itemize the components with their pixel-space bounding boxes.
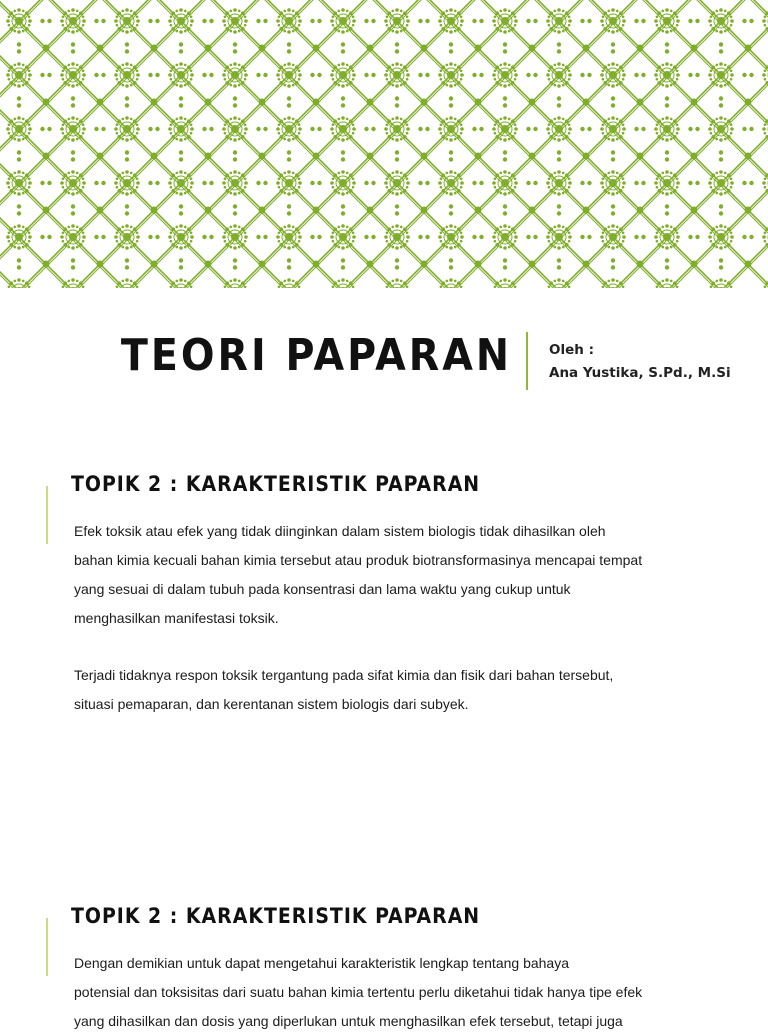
author-name: Ana Yustika, S.Pd., M.Si xyxy=(549,365,731,381)
slide-2-accent-bar xyxy=(46,918,48,976)
paragraph-line: bahan kimia kecuali bahan kimia tersebut atau produk biotransformasinya mencapai tempat xyxy=(74,552,643,568)
pattern-graphic xyxy=(0,0,768,288)
paragraph-line: menghasilkan manifestasi toksik. xyxy=(74,610,279,626)
decorative-pattern-header xyxy=(0,0,768,288)
paragraph-line: Efek toksik atau efek yang tidak diinginkan dalam sistem biologis tidak dihasilkan oleh xyxy=(74,523,606,539)
author-block xyxy=(549,339,731,385)
slide-1-accent-bar xyxy=(46,486,48,544)
slide-2-paragraph-1 xyxy=(74,949,654,1036)
slide-1-heading: TOPIK 2 : KARAKTERISTIK PAPARAN xyxy=(71,472,481,496)
paragraph-line: situasi pemaparan, dan kerentanan sistem biologis dari subyek. xyxy=(74,696,469,712)
paragraph-line: Terjadi tidaknya respon toksik tergantung pada sifat kimia dan fisik dari bahan tersebut, xyxy=(74,667,614,683)
paragraph-line: yang dihasilkan dan dosis yang diperlukan untuk menghasilkan efek tersebut, tetapi juga xyxy=(74,1013,623,1029)
author-prefix: Oleh : xyxy=(549,342,594,358)
paragraph-line: yang sesuai di dalam tubuh pada konsentrasi dan lama waktu yang cukup untuk xyxy=(74,581,571,597)
paragraph-line: Dengan demikian untuk dapat mengetahui karakteristik lengkap tentang bahaya xyxy=(74,955,569,971)
slide-2-heading: TOPIK 2 : KARAKTERISTIK PAPARAN xyxy=(71,904,481,928)
paragraph-line: potensial dan toksisitas dari suatu bahan kimia tertentu perlu diketahui tidak hanya tipe efek xyxy=(74,984,643,1000)
title-divider xyxy=(526,332,528,390)
slide-1-paragraph-1 xyxy=(74,517,654,633)
presentation-title: TEORI PAPARAN xyxy=(120,330,512,381)
slide-1-paragraph-2 xyxy=(74,661,654,719)
